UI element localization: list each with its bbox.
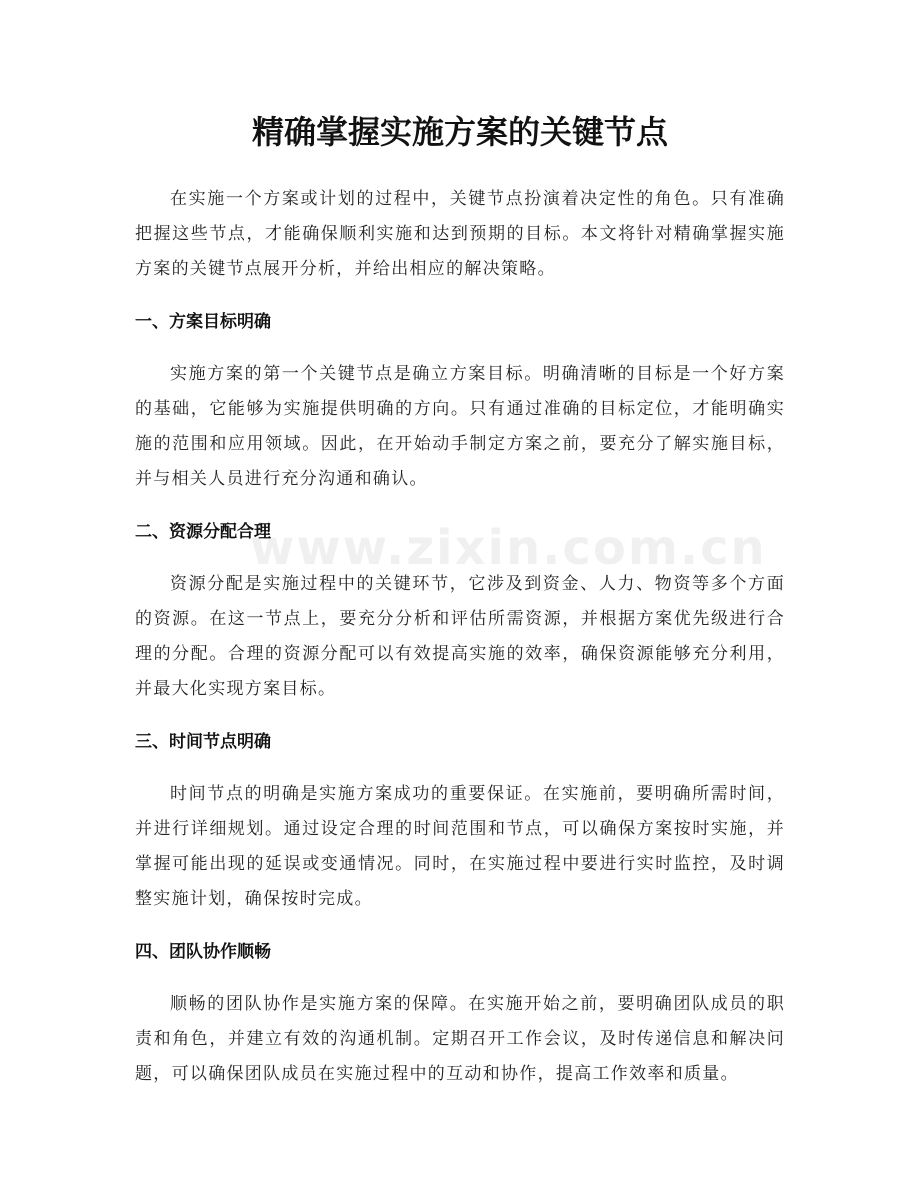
section-body-3: 时间节点的明确是实施方案成功的重要保证。在实施前，要明确所需时间，并进行详细规划。通过设定合理的时间范围和节点，可以确保方案按时实施，并掌握可能出现的延误或变通情况。同时，在实施过程中要进行实时监控，及时调整实施计划，确保按时完成。	[135, 784, 785, 909]
section-heading-3: 三、时间节点明确	[135, 732, 271, 752]
section-body-2: 资源分配是实施过程中的关键环节，它涉及到资金、人力、物资等多个方面的资源。在这一节点上，要充分分析和评估所需资源，并根据方案优先级进行合理的分配。合理的资源分配可以有效提高实施的效率，确保资源能够充分利用，并最大化实现方案目标。	[135, 574, 785, 699]
section-body-4: 顺畅的团队协作是实施方案的保障。在实施开始之前，要明确团队成员的职责和角色，并建立有效的沟通机制。定期召开工作会议，及时传递信息和解决问题，可以确保团队成员在实施过程中的互动和协作，提高工作效率和质量。	[135, 994, 785, 1084]
section-heading-2: 二、资源分配合理	[135, 522, 271, 542]
document-body	[135, 182, 785, 1092]
document-title: 精确掌握实施方案的关键节点	[251, 113, 668, 151]
section-body-1: 实施方案的第一个关键节点是确立方案目标。明确清晰的目标是一个好方案的基础，它能够为实施提供明确的方向。只有通过准确的目标定位，才能明确实施的范围和应用领域。因此，在开始动手制定方案之前，要充分了解实施目标，并与相关人员进行充分沟通和确认。	[135, 364, 785, 489]
section-heading-1: 一、方案目标明确	[135, 312, 271, 332]
intro-paragraph: 在实施一个方案或计划的过程中，关键节点扮演着决定性的角色。只有准确把握这些节点，才能确保顺利实施和达到预期的目标。本文将针对精确掌握实施方案的关键节点展开分析，并给出相应的解决策略。	[135, 189, 785, 279]
watermark: www.zixin.com.cn	[250, 520, 767, 576]
section-heading-4: 四、团队协作顺畅	[135, 942, 271, 962]
